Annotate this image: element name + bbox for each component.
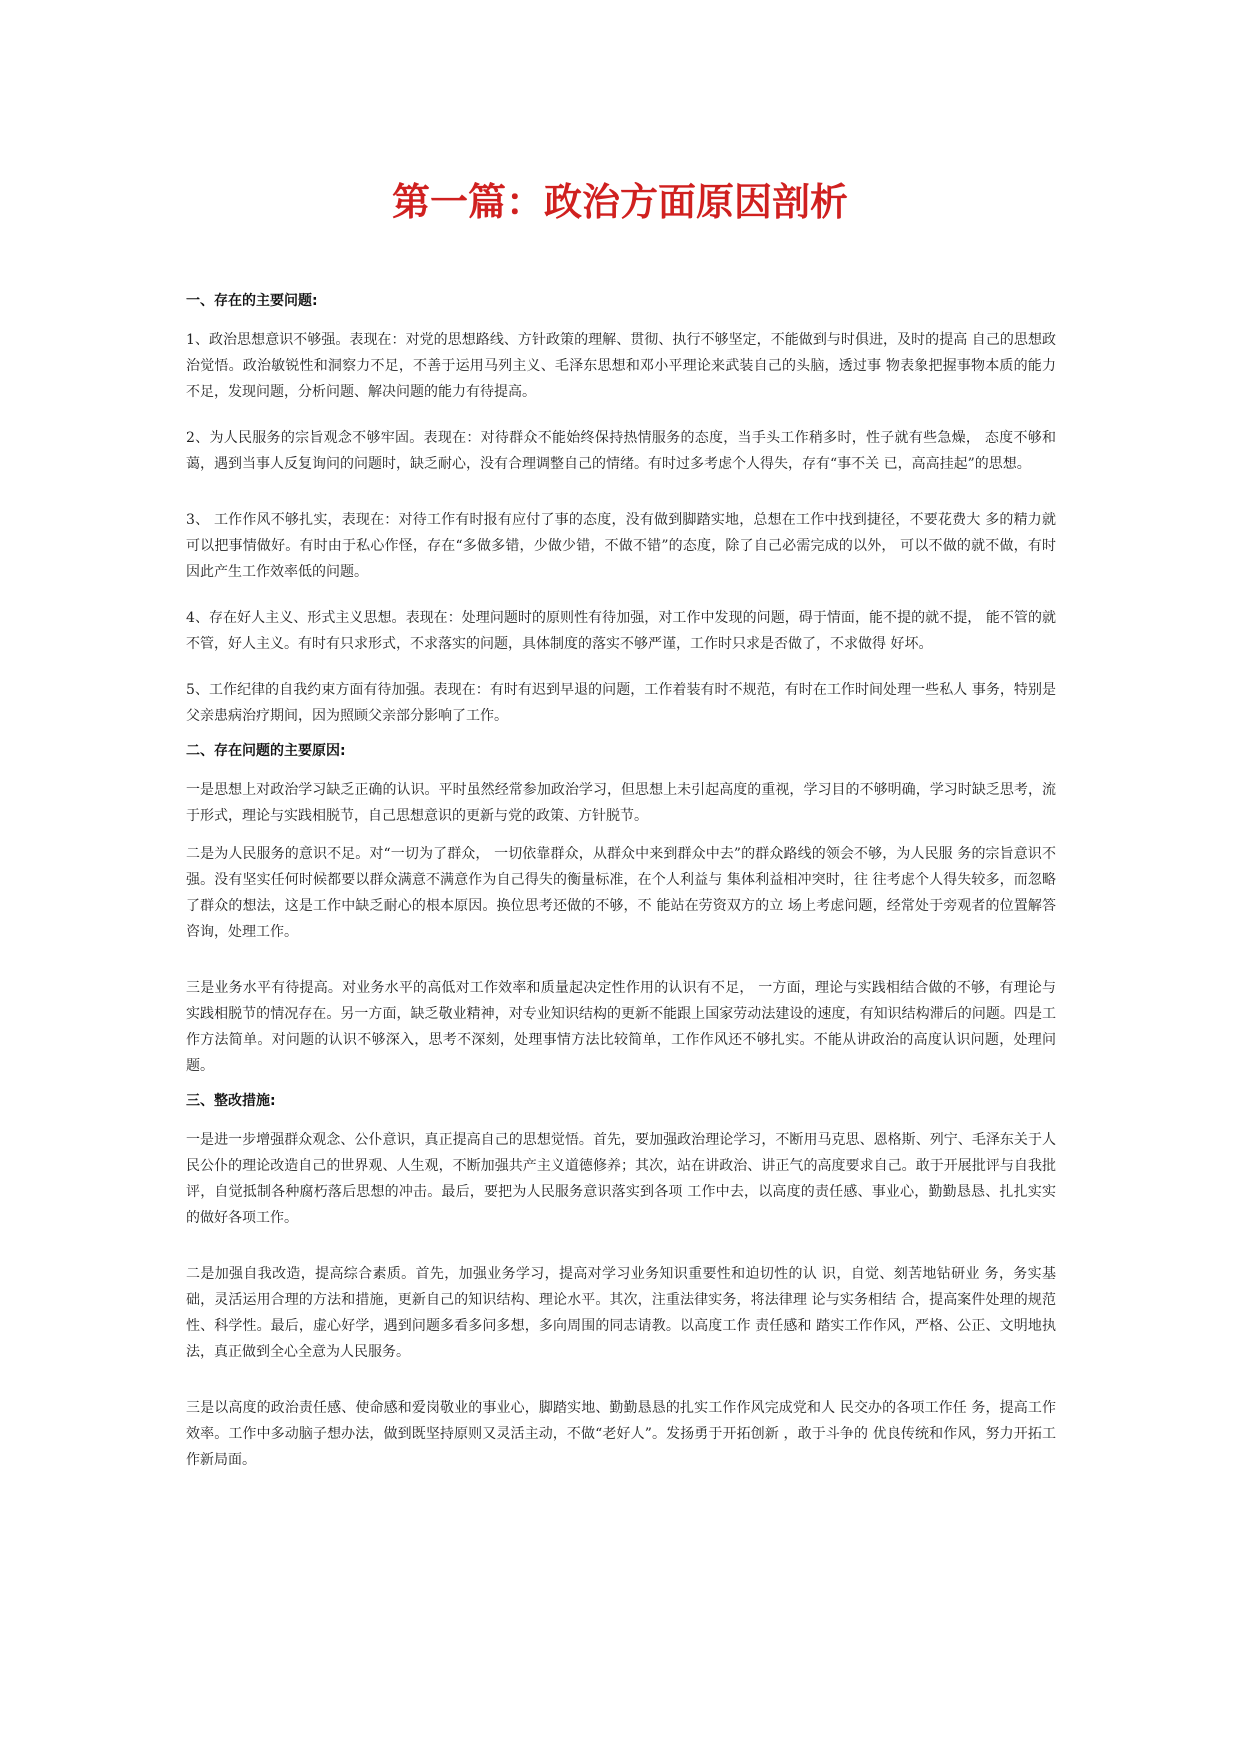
- paragraph: 1、政治思想意识不够强。表现在：对党的思想路线、方针政策的理解、贯彻、执行不够坚定，不能做到与时俱进，及时的提高 自己的思想政治觉悟。政治敏锐性和洞察力不足，不善于运用马列主义、毛泽东思想和邓小平理论来武装自己的头脑，透过事 物表象把握事物本质的能力不足，发现问题，分析问题、解决问题的能力有待提高。: [186, 332, 1056, 400]
- paragraph: 5、工作纪律的自我约束方面有待加强。表现在：有时有迟到早退的问题，工作着装有时不规范，有时在工作时间处理一些私人 事务，特别是父亲患病治疗期间，因为照顾父亲部分影响了工作。: [186, 682, 1056, 724]
- paragraph: 二是为人民服务的意识不足。对“一切为了群众， 一切依靠群众，从群众中来到群众中去”的群众路线的领会不够，为人民服 务的宗旨意识不强。没有坚实任何时候都要以群众满意不满意作为自己得失的衡量标准，在个人利益与 集体利益相冲突时，往 往考虑个人得失较多，而忽略了群众的想法，这是工作中缺乏耐心的根本原因。换位思考还做的不够，不 能站在劳资双方的立 场上考虑问题，经常处于旁观者的位置解答咨询，处理工作。: [186, 846, 1056, 940]
- paragraph: 三是业务水平有待提高。对业务水平的高低对工作效率和质量起决定性作用的认识有不足， 一方面，理论与实践相结合做的不够，有理论与实践相脱节的情况存在。另一方面，缺乏敬业精神，对专业知识结构的更新不能跟上国家劳动法建设的速度，有知识结构滞后的问题。四是工作方法简单。对问题的认识不够深入，思考不深刻，处理事情方法比较简单，工作作风还不够扎实。不能从讲政治的高度认识问题，处理问题。: [186, 980, 1056, 1074]
- section-causes: [186, 741, 1056, 1079]
- section-rectification: [186, 1091, 1056, 1473]
- document-title: 第一篇：政治方面原因剖析: [391, 180, 848, 224]
- section-problems: [186, 291, 1056, 729]
- paragraph: 一是思想上对政治学习缺乏正确的认识。平时虽然经常参加政治学习，但思想上未引起高度的重视，学习目的不够明确，学习时缺乏思考，流于形式，理论与实践相脱节，自己思想意识的更新与党的政策、方针脱节。: [186, 782, 1056, 824]
- paragraph: 二是加强自我改造，提高综合素质。首先，加强业务学习，提高对学习业务知识重要性和迫切性的认 识，自觉、刻苦地钻研业 务，务实基础，灵活运用合理的方法和措施，更新自己的知识结构、理论水平。其次，注重法律实务，将法律理 论与实务相结 合，提高案件处理的规范性、科学性。最后，虚心好学，遇到问题多看多问多想，多向周围的同志请教。以高度工作 责任感和 踏实工作作风，严格、公正、文明地执法，真正做到全心全意为人民服务。: [186, 1266, 1056, 1360]
- document-body: [186, 291, 1056, 1493]
- paragraph: 3、 工作作风不够扎实，表现在：对待工作有时报有应付了事的态度，没有做到脚踏实地，总想在工作中找到捷径，不要花费大 多的精力就可以把事情做好。有时由于私心作怪，存在“多做多错，少做少错，不做不错”的态度，除了自己必需完成的以外， 可以不做的就不做，有时因此产生工作效率低的问题。: [186, 512, 1056, 580]
- section-heading: 二、存在问题的主要原因:: [186, 743, 346, 759]
- paragraph: 一是进一步增强群众观念、公仆意识，真正提高自己的思想觉悟。首先，要加强政治理论学习，不断用马克思、恩格斯、列宁、毛泽东关于人民公仆的理论改造自己的世界观、人生观，不断加强共产主义道德修养；其次，站在讲政治、讲正气的高度要求自己。敢于开展批评与自我批评，自觉抵制各种腐朽落后思想的冲击。最后，要把为人民服务意识落实到各项 工作中去，以高度的责任感、事业心，勤勤恳恳、扎扎实实的做好各项工作。: [186, 1132, 1056, 1226]
- paragraph: 4、存在好人主义、形式主义思想。表现在：处理问题时的原则性有待加强，对工作中发现的问题，碍于情面，能不提的就不提， 能不管的就不管，好人主义。有时有只求形式，不求落实的问题，具体制度的落实不够严谨，工作时只求是否做了，不求做得 好坏。: [186, 610, 1056, 652]
- section-heading: 三、整改措施:: [186, 1093, 276, 1109]
- paragraph: 2、为人民服务的宗旨观念不够牢固。表现在：对待群众不能始终保持热情服务的态度，当手头工作稍多时，性子就有些急燥， 态度不够和蔼，遇到当事人反复询问的问题时，缺乏耐心，没有合理调整自己的情绪。有时过多考虑个人得失，存有“事不关 已，高高挂起”的思想。: [186, 430, 1056, 472]
- section-heading: 一、存在的主要问题:: [186, 293, 318, 309]
- paragraph: 三是以高度的政治责任感、使命感和爱岗敬业的事业心，脚踏实地、勤勤恳恳的扎实工作作风完成党和人 民交办的各项工作任 务，提高工作效率。工作中多动脑子想办法，做到既坚持原则又灵活主动，不做“老好人”。发扬勇于开拓创新 ，敢于斗争的 优良传统和作风，努力开拓工作新局面。: [186, 1400, 1056, 1468]
